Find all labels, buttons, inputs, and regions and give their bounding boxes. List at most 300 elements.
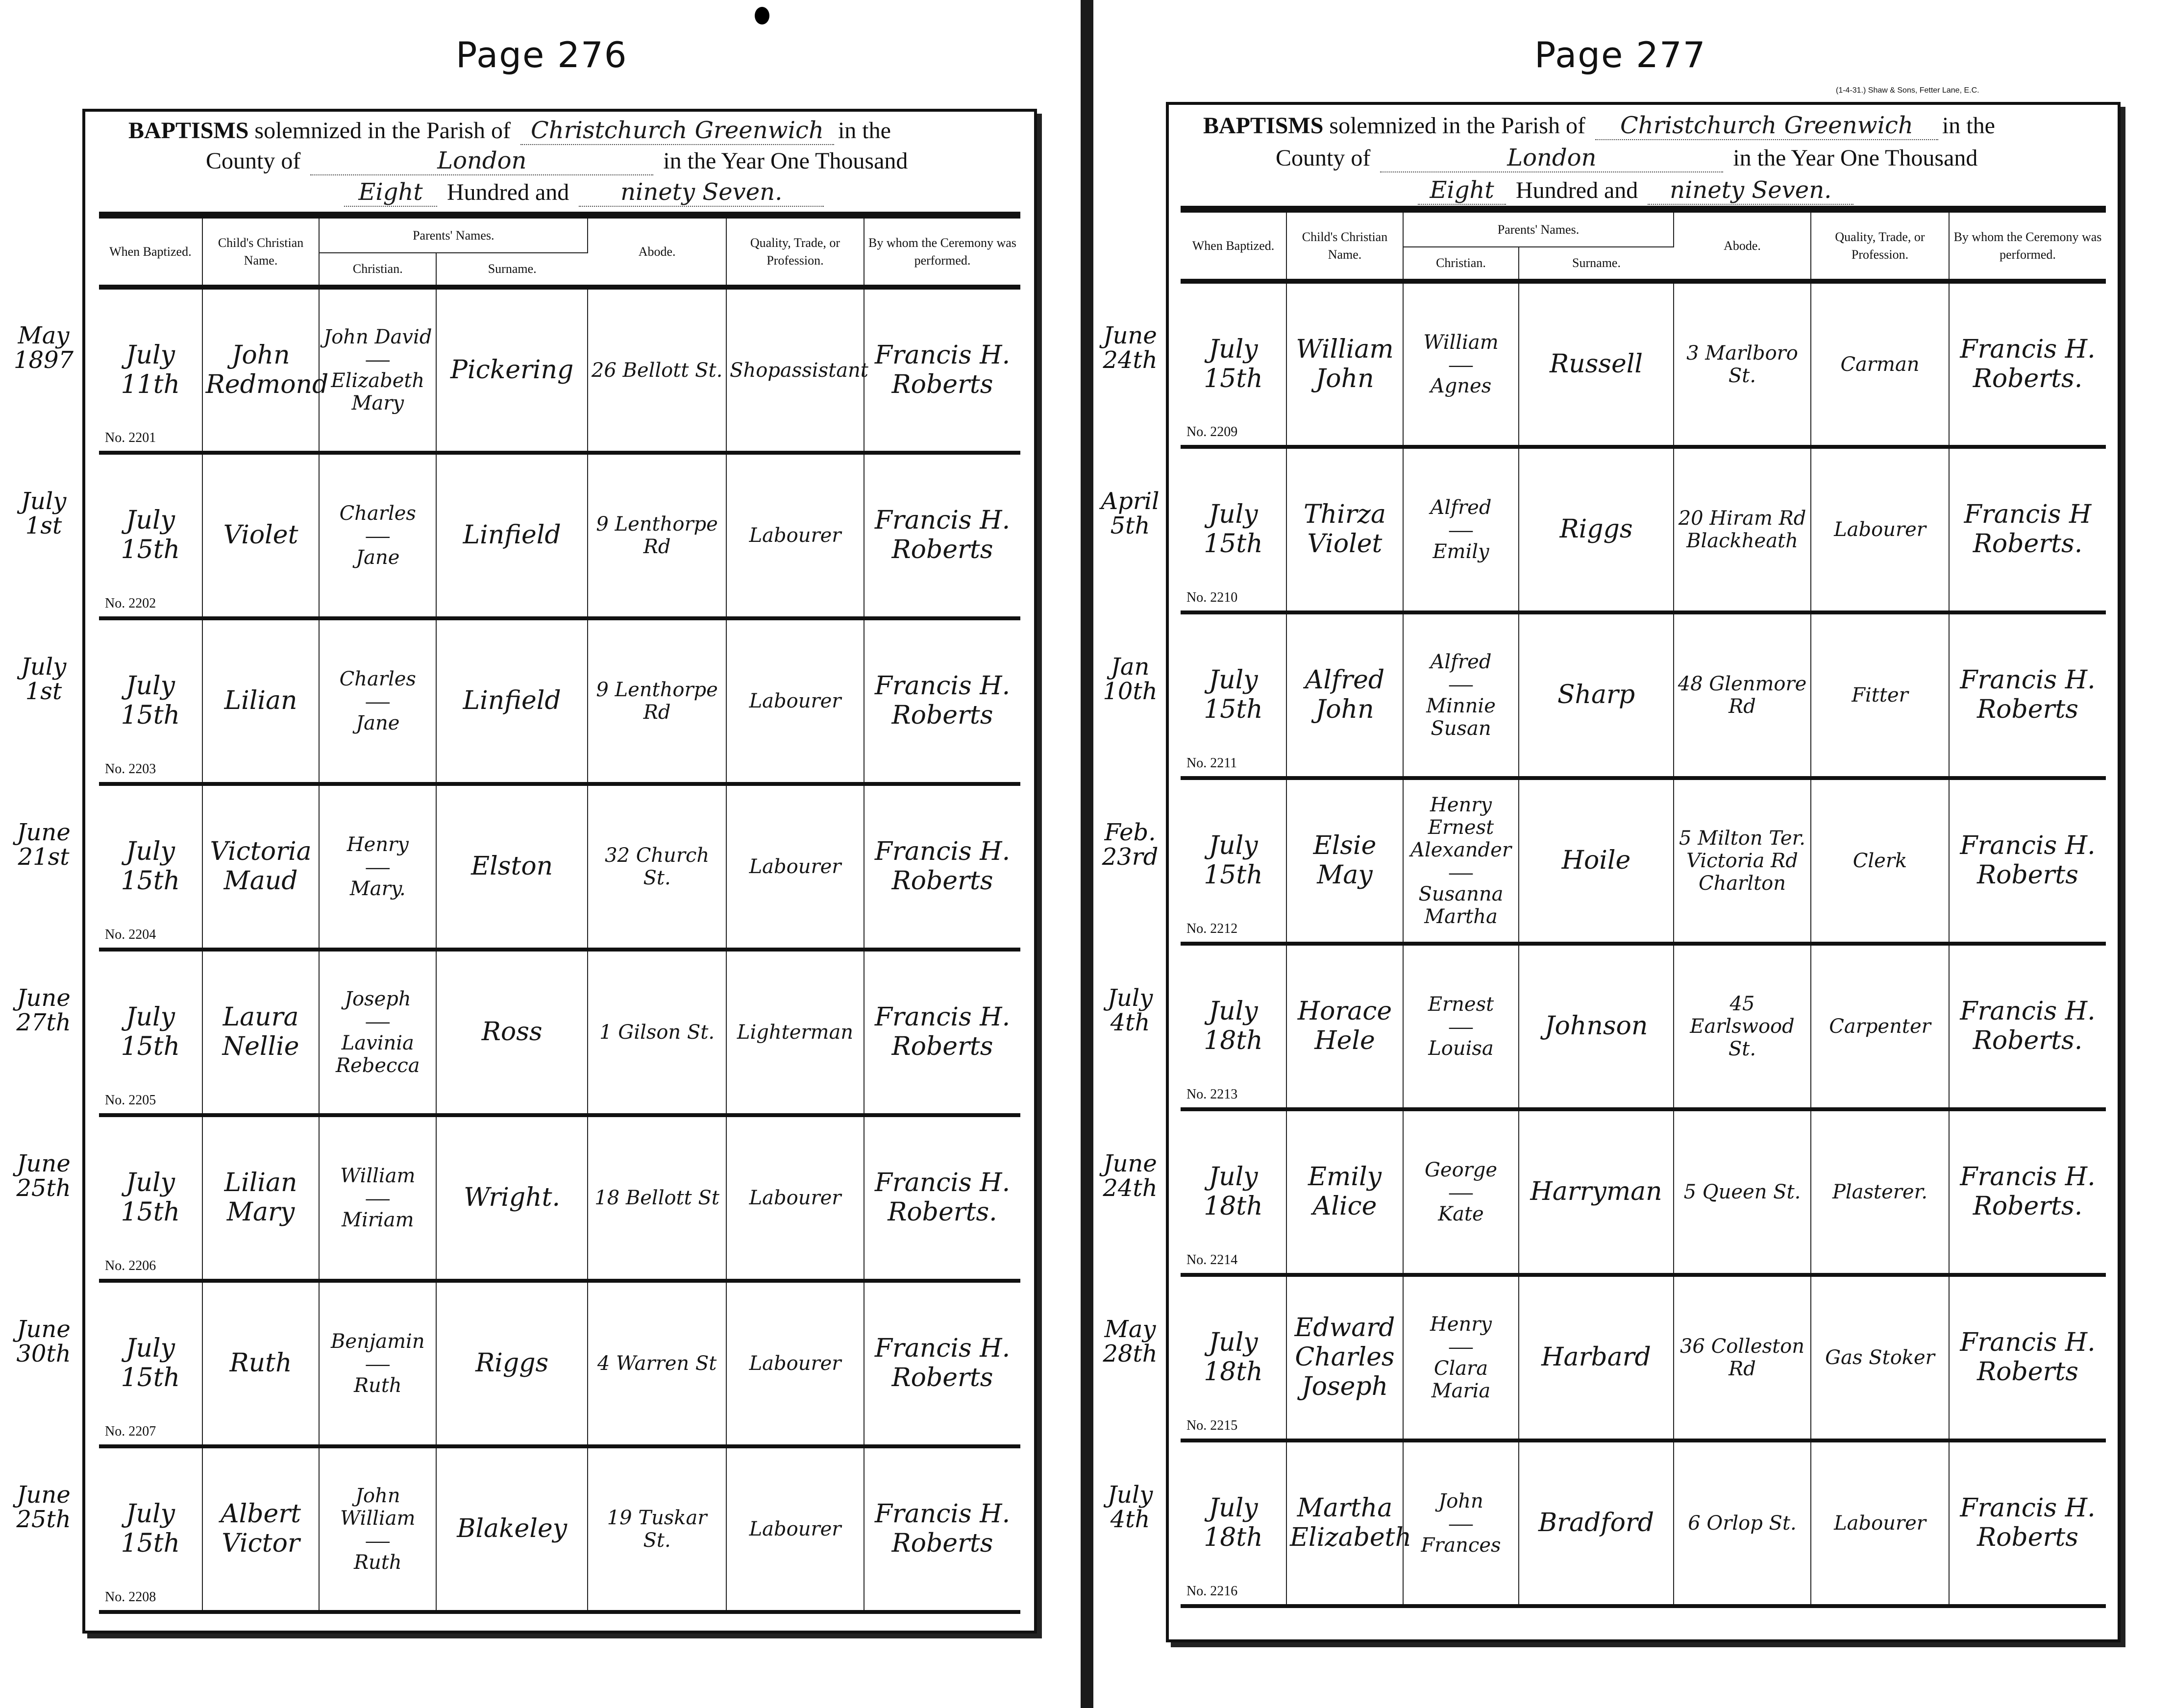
officiant: Francis H. Roberts [874,506,1011,564]
surname-cell [1519,1109,1674,1275]
child-christian-name: Albert Victor [221,1499,301,1558]
trade: Labourer [1834,1512,1926,1535]
surname-cell [436,784,588,950]
baptism-date: July 11th [121,340,180,399]
officiant: Francis H. Roberts [1960,1328,2096,1387]
baptism-date-cell [1181,1275,1286,1440]
baptism-date: July 15th [121,1002,180,1061]
child-name-cell [1286,944,1403,1109]
abode-cell [588,1446,726,1612]
surname-cell [1519,612,1674,778]
entry-number: No. 2201 [105,430,156,445]
register-frame [82,109,1037,1634]
margin-birth-date: June 24th [1103,1150,1158,1202]
register-table [99,219,1020,1614]
entry-number: No. 2210 [1186,590,1238,605]
child-name-cell [202,1446,320,1612]
mother-name: Emily [1432,540,1489,563]
father-name: John [1438,1490,1483,1513]
parents-separator: — [366,1008,390,1034]
baptism-date-cell [99,453,202,618]
header-intro-text: solemnized in the Parish of [254,118,511,144]
mother-name: Elizabeth Mary [331,369,425,415]
col-child: Child's Christian Name. [202,219,320,287]
father-name: Ernest [1428,993,1494,1016]
abode-cell [588,950,726,1115]
mother-name: Clara Maria [1431,1357,1491,1402]
parents-christian-cell [1403,281,1519,447]
margin-birth-date: June 21st [17,819,71,871]
mother-name: Frances [1421,1534,1501,1557]
baptism-date: July 18th [1204,1162,1263,1221]
register-entry-row [1181,1440,2106,1606]
register-entry-row [99,950,1020,1115]
surname: Sharp [1557,680,1635,710]
register-header [85,112,1034,224]
abode: 36 Colleston Rd [1679,1335,1804,1380]
surname: Johnson [1544,1011,1648,1041]
parents-separator: — [366,1350,390,1377]
margin-birth-date: June 27th [16,984,71,1037]
father-name: Alfred [1430,651,1492,674]
entry-number: No. 2212 [1186,921,1238,936]
col-surname: Surname. [1519,247,1674,281]
register-frame [1166,102,2121,1642]
officiant: Francis H. Roberts [1960,1493,2096,1552]
parents-separator: — [366,688,390,714]
surname: Wright. [464,1183,561,1213]
surname: Harryman [1530,1177,1662,1207]
entry-number: No. 2206 [105,1258,156,1273]
abode-cell [1674,1440,1811,1606]
officiant: Francis H. Roberts [874,837,1011,896]
baptism-date: July 15th [121,1168,180,1227]
parents-separator: — [1449,859,1473,885]
trade-cell [726,950,864,1115]
father-name: Henry Ernest Alexander [1410,794,1511,862]
abode: 20 Hiram Rd Blackheath [1678,507,1806,552]
officiant: Francis H. Roberts. [874,1168,1011,1227]
baptism-date-cell [99,950,202,1115]
surname: Russell [1549,349,1643,379]
parents-christian-cell [319,784,436,950]
col-parents: Parents' Names. [319,219,588,253]
officiant-cell [1949,281,2106,447]
col-by: By whom the Ceremony was performed. [864,219,1020,287]
trade: Labourer [749,690,841,712]
baptism-date-cell [99,784,202,950]
trade: Labourer [1834,518,1926,541]
child-name-cell [1286,281,1403,447]
entry-number: No. 2211 [1186,756,1237,771]
surname: Bradford [1538,1508,1654,1538]
surname: Riggs [1559,514,1633,544]
trade: Clerk [1852,850,1907,872]
trade-cell [1811,778,1949,944]
child-name-cell [1286,612,1403,778]
abode-cell [1674,944,1811,1109]
baptism-date-cell [1181,944,1286,1109]
baptism-date-cell [99,1281,202,1446]
father-name: John David [323,325,432,348]
register-entry-row [99,1446,1020,1612]
mother-name: Minnie Susan [1426,694,1496,740]
county-name: London [310,147,653,175]
register-rows [1181,281,2106,1606]
child-christian-name: Ruth [229,1348,292,1378]
entry-number: No. 2215 [1186,1418,1238,1433]
surname: Blakeley [457,1514,568,1544]
mother-name: Louisa [1428,1037,1494,1060]
header-in-the: in the [838,118,891,144]
baptism-date-cell [99,618,202,784]
entry-number: No. 2208 [105,1589,156,1605]
baptism-date: July 15th [121,506,180,564]
abode-cell [588,1281,726,1446]
margin-birth-date: June 24th [1103,322,1158,374]
abode: 18 Bellott St [594,1187,719,1209]
register-table [1181,213,2106,1608]
trade-cell [726,453,864,618]
abode: 32 Church St. [605,844,710,889]
margin-birth-date: June 25th [16,1481,71,1534]
trade: Shopassistant [730,359,868,382]
col-abode: Abode. [588,219,726,287]
surname: Linfield [463,520,561,550]
parents-christian-cell [1403,1109,1519,1275]
entry-number: No. 2203 [105,761,156,777]
register-entry-row [99,1115,1020,1281]
father-name: William [1423,331,1499,354]
father-name: Alfred [1430,496,1492,519]
surname-cell [1519,1275,1674,1440]
parents-christian-cell [1403,612,1519,778]
parish-name: Christchurch Greenwich [1595,112,1938,140]
baptism-date-cell [1181,1109,1286,1275]
surname-cell [436,287,588,453]
abode: 48 Glenmore Rd [1678,673,1807,718]
child-christian-name: Laura Nellie [222,1002,299,1061]
child-christian-name: Martha Elizabeth [1290,1493,1412,1552]
child-name-cell [202,950,320,1115]
surname-cell [436,1446,588,1612]
baptism-date-cell [1181,1440,1286,1606]
entry-number: No. 2213 [1186,1087,1238,1102]
abode: 3 Marlboro St. [1686,342,1798,387]
abode-cell [588,618,726,784]
baptism-date: July 18th [1204,1328,1263,1387]
col-abode: Abode. [1674,213,1811,281]
col-trade: Quality, Trade, or Profession. [1811,213,1949,281]
parents-separator: — [1449,1179,1473,1205]
baptism-date: July 15th [121,1334,180,1392]
trade: Labourer [749,524,841,547]
baptism-date: July 15th [1204,334,1263,393]
father-name: Charles [339,502,416,525]
abode: 1 Gilson St. [599,1021,715,1044]
officiant-cell [1949,1109,2106,1275]
child-name-cell [1286,778,1403,944]
officiant-cell [864,287,1020,453]
year-label: in the Year One Thousand [1733,145,1978,171]
trade-cell [1811,612,1949,778]
hundred-word: Eight [1418,176,1506,205]
officiant-cell [864,1446,1020,1612]
child-name-cell [202,618,320,784]
mother-name: Kate [1438,1202,1484,1225]
officiant-cell [864,784,1020,950]
mother-name: Lavinia Rebecca [335,1031,420,1077]
surname-cell [1519,778,1674,944]
baptism-date-cell [1181,778,1286,944]
col-parents: Parents' Names. [1403,213,1674,247]
trade: Labourer [749,855,841,878]
child-christian-name: Thirza Violet [1303,500,1386,559]
trade-cell [726,784,864,950]
margin-birth-date: Feb. 23rd [1102,819,1159,871]
baptism-date: July 18th [1204,997,1263,1055]
book-gutter [1081,0,1093,1708]
trade-cell [1811,1109,1949,1275]
parents-separator: — [366,854,390,880]
baptism-date: July 15th [121,837,180,896]
trade: Lighterman [737,1021,854,1044]
parents-separator: — [1449,1013,1473,1040]
trade-cell [1811,1440,1949,1606]
hundred-word: Eight [344,178,437,207]
register-header [1169,105,2118,218]
register-table-wrap [99,212,1020,1614]
officiant-cell [864,453,1020,618]
baptism-date: July 15th [121,671,180,730]
trade-cell [726,1115,864,1281]
trade-cell [726,1446,864,1612]
margin-birth-date: May 28th [1103,1316,1158,1368]
abode: 9 Lenthorpe Rd [596,679,718,724]
officiant: Francis H. Roberts [874,1334,1011,1392]
parents-christian-cell [1403,1275,1519,1440]
entry-number: No. 2214 [1186,1252,1238,1268]
entry-number: No. 2216 [1186,1584,1238,1599]
surname: Hoile [1561,846,1631,876]
register-entry-row [1181,1109,2106,1275]
parents-christian-cell [319,1281,436,1446]
col-when: When Baptized. [1181,213,1286,281]
surname-cell [436,950,588,1115]
mother-name: Mary. [349,877,406,900]
margin-birth-date: July 1st [21,653,67,706]
child-christian-name: Alfred John [1305,665,1385,724]
abode-cell [588,287,726,453]
child-name-cell [1286,447,1403,612]
officiant-cell [1949,778,2106,944]
mother-name: Susanna Martha [1418,882,1504,928]
baptism-date-cell [1181,612,1286,778]
abode-cell [588,1115,726,1281]
col-by: By whom the Ceremony was performed. [1949,213,2106,281]
register-entry-row [1181,612,2106,778]
col-surname: Surname. [436,253,588,287]
county-label: County of [1276,145,1371,171]
trade: Plasterer. [1832,1181,1928,1203]
father-name: Charles [339,668,416,691]
abode: 5 Milton Ter. Victoria Rd Charlton [1679,827,1806,895]
register-rows [99,287,1020,1612]
entry-number: No. 2202 [105,596,156,611]
register-entry-row [1181,944,2106,1109]
surname: Harbard [1541,1342,1651,1372]
register-entry-row [99,453,1020,618]
parents-christian-cell [319,1446,436,1612]
parents-christian-cell [1403,778,1519,944]
abode-cell [1674,447,1811,612]
officiant: Francis H. Roberts [1960,665,2096,724]
child-name-cell [202,1115,320,1281]
margin-birth-date: Jan 10th [1103,653,1158,706]
abode-cell [588,453,726,618]
parents-christian-cell [319,1115,436,1281]
year-label: in the Year One Thousand [663,148,908,174]
county-label: County of [206,148,301,174]
surname-cell [436,1281,588,1446]
trade-cell [1811,447,1949,612]
printer-note: (1-4-31.) Shaw & Sons, Fetter Lane, E.C. [1836,86,1979,95]
baptism-date-cell [1181,281,1286,447]
officiant-cell [1949,612,2106,778]
trade-cell [1811,281,1949,447]
father-name: William [340,1165,416,1188]
parents-christian-cell [319,618,436,784]
header-intro-bold: BAPTISMS [1203,113,1324,139]
surname: Elston [471,852,553,881]
surname-cell [436,618,588,784]
officiant: Francis H Roberts. [1964,500,2092,559]
trade-cell [1811,1275,1949,1440]
baptism-date: July 15th [1204,665,1263,724]
parents-christian-cell [319,287,436,453]
col-christian: Christian. [1403,247,1519,281]
margin-birth-date: May 1897 [13,322,74,374]
baptism-date-cell [99,1446,202,1612]
abode-cell [1674,1109,1811,1275]
register-table-wrap [1181,206,2106,1608]
officiant-cell [1949,944,2106,1109]
abode: 5 Queen St. [1683,1181,1801,1203]
trade: Carpenter [1829,1015,1931,1038]
mother-name: Miriam [342,1208,414,1231]
child-name-cell [202,287,329,453]
hundred-label: Hundred and [447,179,569,205]
col-child: Child's Christian Name. [1286,213,1403,281]
right-page [1093,0,2173,1708]
father-name: George [1424,1159,1498,1182]
baptism-date-cell [99,287,202,453]
parents-separator: — [1449,516,1473,543]
surname: Ross [481,1017,543,1047]
officiant: Francis H. Roberts [874,1499,1011,1558]
child-christian-name: Horace Hele [1297,997,1392,1055]
baptism-date-cell [99,1115,202,1281]
surname: Linfield [463,686,561,716]
parents-christian-cell [1403,944,1519,1109]
surname: Pickering [450,355,574,385]
register-entry-row [1181,447,2106,612]
register-entry-row [1181,1275,2106,1440]
child-name-cell [202,784,320,950]
trade-cell [726,618,864,784]
col-christian: Christian. [319,253,436,287]
officiant: Francis H. Roberts [874,671,1011,730]
abode-cell [588,784,726,950]
parents-christian-cell [1403,447,1519,612]
officiant: Francis H. Roberts [874,1002,1011,1061]
header-in-the: in the [1942,113,1995,139]
father-name: Joseph [344,988,411,1011]
mother-name: Ruth [353,1551,402,1574]
child-name-cell [1286,1440,1412,1606]
register-entry-row [99,784,1020,950]
child-name-cell [1286,1275,1403,1440]
margin-birth-date: June 25th [16,1150,71,1202]
father-name: Henry [1430,1313,1492,1336]
trade-cell [1811,944,1949,1109]
mother-name: Agnes [1430,375,1492,398]
left-page [0,0,1081,1708]
trade: Carman [1840,353,1920,376]
trade-cell [726,287,868,453]
abode-cell [1674,612,1811,778]
child-christian-name: Lilian [224,686,297,716]
mother-name: Jane [356,711,400,734]
child-christian-name: John Redmond [205,340,329,399]
header-intro-bold: BAPTISMS [128,118,249,144]
baptism-date: July 15th [1204,500,1263,559]
parents-separator: — [366,345,390,372]
trade: Gas Stoker [1825,1346,1935,1369]
abode-cell [1674,281,1811,447]
surname-cell [1519,447,1674,612]
child-name-cell [1286,1109,1403,1275]
parish-name: Christchurch Greenwich [520,117,834,145]
header-intro-text: solemnized in the Parish of [1329,113,1585,139]
officiant-cell [1949,447,2106,612]
trade-cell [726,1281,864,1446]
baptism-date: July 18th [1204,1493,1263,1552]
abode: 4 Warren St [597,1352,717,1375]
surname-cell [1519,944,1674,1109]
parents-separator: — [366,522,390,549]
child-name-cell [202,1281,320,1446]
parents-separator: — [366,1527,390,1554]
officiant-cell [864,618,1020,784]
trade: Labourer [749,1187,841,1209]
margin-birth-date: June 30th [16,1316,71,1368]
abode: 26 Bellott St. [591,359,723,382]
parents-separator: — [1449,1333,1473,1360]
parents-christian-cell [319,453,436,618]
parents-christian-cell [319,950,436,1115]
parents-christian-cell [1403,1440,1519,1606]
father-name: Benjamin [331,1330,425,1353]
mother-name: Jane [356,546,400,569]
page-title: Page 277 [1534,34,1706,75]
officiant-cell [1949,1275,2106,1440]
child-name-cell [202,453,320,618]
child-christian-name: Elsie May [1313,831,1377,890]
officiant-cell [864,1281,1020,1446]
officiant: Francis H. Roberts. [1960,1162,2096,1221]
surname-cell [1519,281,1674,447]
